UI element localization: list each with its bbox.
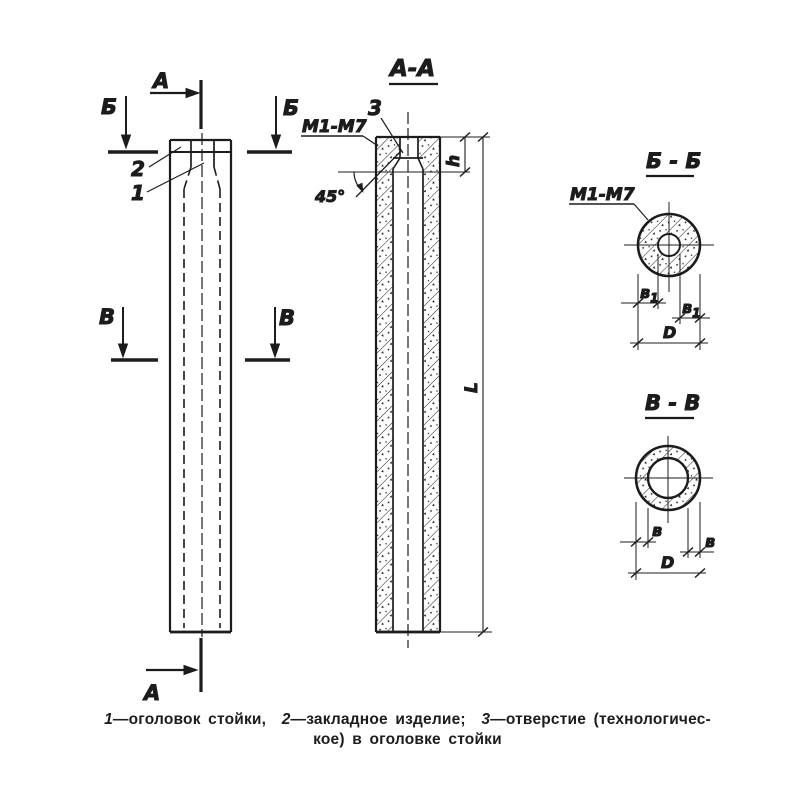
caption-item3-text: —отверстие (технологичес- xyxy=(490,711,711,728)
cut-label-a-top: А xyxy=(153,69,170,93)
marks-label-bb: М1-М7 xyxy=(570,185,635,205)
angle-label: 45° xyxy=(315,187,346,206)
dim-l-label: L xyxy=(462,382,482,393)
cut-mark-v-left xyxy=(111,307,158,360)
caption-item1-text: —оголовок стойки, xyxy=(112,711,267,728)
section-bb-title: Б - Б xyxy=(646,149,702,173)
marks-callout-aa xyxy=(301,136,378,146)
elevation-view xyxy=(99,69,299,705)
vv-dim-wall-right-label: в xyxy=(705,532,716,551)
section-aa-view xyxy=(301,56,492,648)
marks-callout-bb xyxy=(569,204,648,220)
callout-2-leader xyxy=(149,147,181,167)
bb-dim-wall-left-label: $в_1$ xyxy=(640,283,659,305)
section-bb-view xyxy=(569,149,714,350)
vv-dim-wall-left-label: в xyxy=(652,521,663,540)
cut-label-a-bottom: А xyxy=(144,681,161,705)
vv-dim-diameter-label: D xyxy=(661,553,675,572)
cut-label-v-right: В xyxy=(279,306,296,330)
caption-item2-number: 2 xyxy=(281,711,291,728)
cut-label-b-left: Б xyxy=(101,95,118,119)
callout-2-label: 2 xyxy=(131,157,145,181)
section-vv-title: В - В xyxy=(645,391,701,415)
caption-line-2: кое) в оголовке стойки xyxy=(313,731,502,748)
caption-line-1 xyxy=(85,710,730,730)
callout-1-leader xyxy=(147,163,204,192)
marks-label-aa: М1-М7 xyxy=(302,117,367,137)
figure-caption xyxy=(85,710,730,750)
callout-3-label: 3 xyxy=(368,96,382,120)
callout-1-label: 1 xyxy=(131,181,145,205)
bb-dim-wall-right-label: $в_1$ xyxy=(682,298,701,320)
dim-h-label: h xyxy=(444,154,464,167)
caption-item1-number: 1 xyxy=(104,711,113,728)
section-vv-view xyxy=(620,391,715,580)
cut-label-b-right: Б xyxy=(283,96,300,120)
bb-dim-diameter-label: D xyxy=(663,323,677,342)
post-outline xyxy=(170,140,231,632)
vv-dim-wall-left xyxy=(620,538,656,547)
caption-item3-number: 3 xyxy=(481,711,491,728)
section-aa-title: А-А xyxy=(390,56,436,82)
caption-item2-text: —закладное изделие; xyxy=(290,711,466,728)
cut-label-v-left: В xyxy=(99,305,116,329)
